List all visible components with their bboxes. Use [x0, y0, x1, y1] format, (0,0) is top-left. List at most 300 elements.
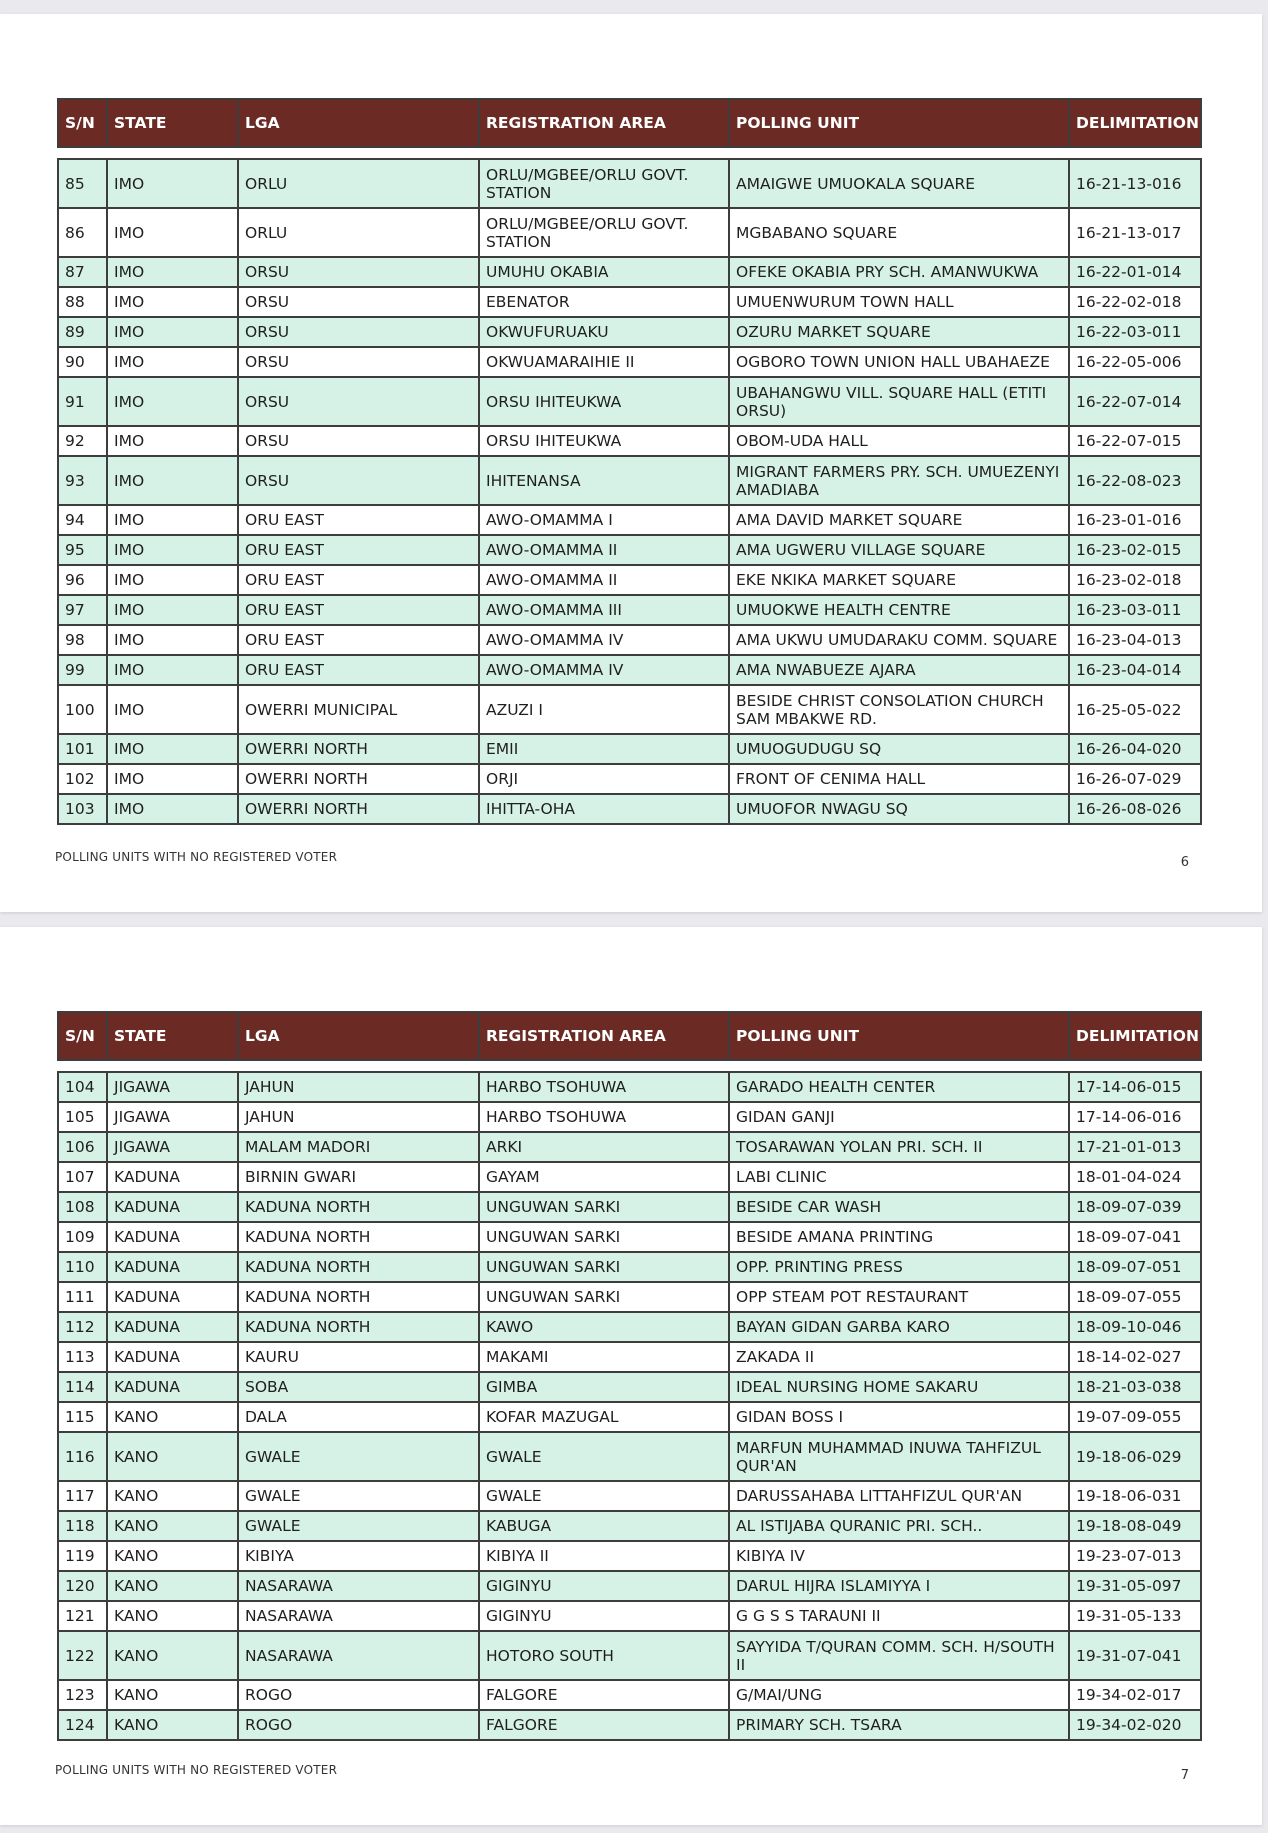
- cell-registration-area: ORLU/MGBEE/ORLU GOVT. STATION: [479, 208, 729, 257]
- cell-lga: JAHUN: [238, 1072, 479, 1102]
- cell-polling-unit: AL ISTIJABA QURANIC PRI. SCH..: [729, 1511, 1069, 1541]
- cell-registration-area: AWO-OMAMMA III: [479, 595, 729, 625]
- table-row: [58, 1432, 1201, 1481]
- table-row: [58, 1481, 1201, 1511]
- cell-polling-unit: UMUOFOR NWAGU SQ: [729, 794, 1069, 824]
- cell-delimitation: 19-31-07-041: [1069, 1631, 1201, 1680]
- cell-state: KADUNA: [107, 1342, 238, 1372]
- cell-delimitation: 16-23-04-014: [1069, 655, 1201, 685]
- cell-lga: ORLU: [238, 159, 479, 208]
- cell-sn: 90: [58, 347, 107, 377]
- cell-lga: ORU EAST: [238, 625, 479, 655]
- cell-polling-unit: AMAIGWE UMUOKALA SQUARE: [729, 159, 1069, 208]
- cell-state: KADUNA: [107, 1162, 238, 1192]
- cell-lga: GWALE: [238, 1511, 479, 1541]
- cell-polling-unit: GIDAN BOSS I: [729, 1402, 1069, 1432]
- cell-registration-area: MAKAMI: [479, 1342, 729, 1372]
- cell-lga: OWERRI NORTH: [238, 794, 479, 824]
- table-header-row: [58, 1012, 1201, 1060]
- table-row: [58, 1192, 1201, 1222]
- cell-state: KANO: [107, 1571, 238, 1601]
- cell-state: IMO: [107, 208, 238, 257]
- cell-delimitation: 19-18-08-049: [1069, 1511, 1201, 1541]
- polling-units-table: [57, 1011, 1202, 1741]
- cell-delimitation: 17-14-06-015: [1069, 1072, 1201, 1102]
- cell-state: IMO: [107, 595, 238, 625]
- cell-sn: 121: [58, 1601, 107, 1631]
- cell-polling-unit: GARADO HEALTH CENTER: [729, 1072, 1069, 1102]
- cell-polling-unit: OZURU MARKET SQUARE: [729, 317, 1069, 347]
- cell-state: KADUNA: [107, 1252, 238, 1282]
- cell-polling-unit: OGBORO TOWN UNION HALL UBAHAEZE: [729, 347, 1069, 377]
- cell-state: JIGAWA: [107, 1132, 238, 1162]
- cell-sn: 94: [58, 505, 107, 535]
- cell-sn: 109: [58, 1222, 107, 1252]
- cell-polling-unit: PRIMARY SCH. TSARA: [729, 1710, 1069, 1740]
- cell-lga: SOBA: [238, 1372, 479, 1402]
- cell-registration-area: FALGORE: [479, 1680, 729, 1710]
- cell-delimitation: 19-23-07-013: [1069, 1541, 1201, 1571]
- cell-state: JIGAWA: [107, 1102, 238, 1132]
- cell-state: KADUNA: [107, 1282, 238, 1312]
- cell-lga: ORU EAST: [238, 565, 479, 595]
- cell-delimitation: 16-22-02-018: [1069, 287, 1201, 317]
- cell-registration-area: AWO-OMAMMA IV: [479, 655, 729, 685]
- polling-units-table: [57, 98, 1202, 825]
- cell-state: IMO: [107, 456, 238, 505]
- cell-delimitation: 19-07-09-055: [1069, 1402, 1201, 1432]
- cell-state: KADUNA: [107, 1372, 238, 1402]
- table-row: [58, 1601, 1201, 1631]
- cell-sn: 85: [58, 159, 107, 208]
- cell-registration-area: KIBIYA II: [479, 1541, 729, 1571]
- table-row: [58, 208, 1201, 257]
- table-row: [58, 1222, 1201, 1252]
- table-body: [58, 147, 1201, 824]
- cell-delimitation: 16-23-02-018: [1069, 565, 1201, 595]
- cell-polling-unit: UMUOGUDUGU SQ: [729, 734, 1069, 764]
- cell-lga: OWERRI MUNICIPAL: [238, 685, 479, 734]
- header-sn: S/N: [58, 99, 107, 147]
- header-lga: LGA: [238, 1012, 479, 1060]
- cell-registration-area: GIMBA: [479, 1372, 729, 1402]
- cell-state: IMO: [107, 159, 238, 208]
- cell-polling-unit: OBOM-UDA HALL: [729, 426, 1069, 456]
- cell-state: IMO: [107, 317, 238, 347]
- table-row: [58, 317, 1201, 347]
- cell-state: IMO: [107, 764, 238, 794]
- cell-polling-unit: MARFUN MUHAMMAD INUWA TAHFIZUL QUR'AN: [729, 1432, 1069, 1481]
- cell-sn: 113: [58, 1342, 107, 1372]
- cell-lga: ORSU: [238, 426, 479, 456]
- cell-lga: NASARAWA: [238, 1571, 479, 1601]
- table-row: [58, 1132, 1201, 1162]
- cell-lga: KIBIYA: [238, 1541, 479, 1571]
- table-row: [58, 1162, 1201, 1192]
- cell-state: KADUNA: [107, 1312, 238, 1342]
- cell-delimitation: 16-22-01-014: [1069, 257, 1201, 287]
- cell-state: KADUNA: [107, 1192, 238, 1222]
- cell-state: IMO: [107, 347, 238, 377]
- page-footer-title: POLLING UNITS WITH NO REGISTERED VOTER: [55, 1763, 338, 1777]
- cell-sn: 87: [58, 257, 107, 287]
- cell-sn: 98: [58, 625, 107, 655]
- table-row: [58, 1710, 1201, 1740]
- cell-polling-unit: AMA DAVID MARKET SQUARE: [729, 505, 1069, 535]
- cell-registration-area: FALGORE: [479, 1710, 729, 1740]
- cell-delimitation: 19-31-05-097: [1069, 1571, 1201, 1601]
- cell-registration-area: UNGUWAN SARKI: [479, 1252, 729, 1282]
- cell-sn: 116: [58, 1432, 107, 1481]
- cell-sn: 95: [58, 535, 107, 565]
- cell-polling-unit: ZAKADA II: [729, 1342, 1069, 1372]
- cell-lga: ORSU: [238, 456, 479, 505]
- cell-sn: 112: [58, 1312, 107, 1342]
- cell-sn: 99: [58, 655, 107, 685]
- cell-state: KANO: [107, 1402, 238, 1432]
- table-row: [58, 1631, 1201, 1680]
- cell-sn: 122: [58, 1631, 107, 1680]
- cell-delimitation: 17-21-01-013: [1069, 1132, 1201, 1162]
- cell-sn: 88: [58, 287, 107, 317]
- table-row: [58, 1511, 1201, 1541]
- cell-state: IMO: [107, 287, 238, 317]
- cell-registration-area: AZUZI I: [479, 685, 729, 734]
- table-row: [58, 1571, 1201, 1601]
- cell-delimitation: 18-01-04-024: [1069, 1162, 1201, 1192]
- cell-polling-unit: MGBABANO SQUARE: [729, 208, 1069, 257]
- cell-state: IMO: [107, 734, 238, 764]
- cell-registration-area: HARBO TSOHUWA: [479, 1102, 729, 1132]
- cell-delimitation: 19-34-02-017: [1069, 1680, 1201, 1710]
- cell-sn: 96: [58, 565, 107, 595]
- cell-registration-area: IHITTA-OHA: [479, 794, 729, 824]
- cell-state: KADUNA: [107, 1222, 238, 1252]
- cell-polling-unit: DARUSSAHABA LITTAHFIZUL QUR'AN: [729, 1481, 1069, 1511]
- cell-registration-area: HOTORO SOUTH: [479, 1631, 729, 1680]
- cell-registration-area: OKWUAMARAIHIE II: [479, 347, 729, 377]
- cell-registration-area: KAWO: [479, 1312, 729, 1342]
- cell-state: KANO: [107, 1601, 238, 1631]
- cell-registration-area: ORSU IHITEUKWA: [479, 377, 729, 426]
- cell-registration-area: GIGINYU: [479, 1571, 729, 1601]
- cell-registration-area: IHITENANSA: [479, 456, 729, 505]
- cell-delimitation: 17-14-06-016: [1069, 1102, 1201, 1132]
- cell-polling-unit: TOSARAWAN YOLAN PRI. SCH. II: [729, 1132, 1069, 1162]
- cell-registration-area: UNGUWAN SARKI: [479, 1222, 729, 1252]
- cell-sn: 104: [58, 1072, 107, 1102]
- cell-sn: 111: [58, 1282, 107, 1312]
- cell-lga: NASARAWA: [238, 1631, 479, 1680]
- cell-polling-unit: GIDAN GANJI: [729, 1102, 1069, 1132]
- cell-lga: KADUNA NORTH: [238, 1312, 479, 1342]
- cell-sn: 105: [58, 1102, 107, 1132]
- cell-state: IMO: [107, 505, 238, 535]
- document-page-6: [0, 14, 1262, 912]
- cell-sn: 110: [58, 1252, 107, 1282]
- table-row: [58, 347, 1201, 377]
- cell-polling-unit: UMUENWURUM TOWN HALL: [729, 287, 1069, 317]
- table-row: [58, 1680, 1201, 1710]
- table-row: [58, 1072, 1201, 1102]
- cell-polling-unit: UMUOKWE HEALTH CENTRE: [729, 595, 1069, 625]
- cell-polling-unit: AMA NWABUEZE AJARA: [729, 655, 1069, 685]
- cell-delimitation: 19-18-06-029: [1069, 1432, 1201, 1481]
- table-row: [58, 535, 1201, 565]
- cell-lga: MALAM MADORI: [238, 1132, 479, 1162]
- page-number: 7: [1180, 1768, 1189, 1783]
- table-row: [58, 734, 1201, 764]
- cell-registration-area: ORJI: [479, 764, 729, 794]
- cell-polling-unit: AMA UKWU UMUDARAKU COMM. SQUARE: [729, 625, 1069, 655]
- header-state: STATE: [107, 1012, 238, 1060]
- cell-delimitation: 16-23-03-011: [1069, 595, 1201, 625]
- table-row: [58, 159, 1201, 208]
- page-number: 6: [1180, 855, 1189, 870]
- table-row: [58, 1402, 1201, 1432]
- cell-state: IMO: [107, 257, 238, 287]
- cell-polling-unit: UBAHANGWU VILL. SQUARE HALL (ETITI ORSU): [729, 377, 1069, 426]
- cell-lga: KADUNA NORTH: [238, 1282, 479, 1312]
- cell-sn: 114: [58, 1372, 107, 1402]
- cell-lga: ORU EAST: [238, 655, 479, 685]
- cell-lga: ORSU: [238, 257, 479, 287]
- cell-delimitation: 16-26-04-020: [1069, 734, 1201, 764]
- cell-polling-unit: G/MAI/UNG: [729, 1680, 1069, 1710]
- table-row: [58, 287, 1201, 317]
- cell-lga: ORSU: [238, 317, 479, 347]
- table-row: [58, 1372, 1201, 1402]
- cell-registration-area: OKWUFURUAKU: [479, 317, 729, 347]
- cell-delimitation: 18-09-07-055: [1069, 1282, 1201, 1312]
- cell-state: IMO: [107, 655, 238, 685]
- cell-state: IMO: [107, 565, 238, 595]
- cell-sn: 97: [58, 595, 107, 625]
- cell-delimitation: 16-21-13-017: [1069, 208, 1201, 257]
- cell-sn: 118: [58, 1511, 107, 1541]
- cell-registration-area: AWO-OMAMMA I: [479, 505, 729, 535]
- cell-sn: 117: [58, 1481, 107, 1511]
- cell-registration-area: EMII: [479, 734, 729, 764]
- table-row: [58, 456, 1201, 505]
- table-spacer: [58, 1060, 1201, 1072]
- cell-polling-unit: AMA UGWERU VILLAGE SQUARE: [729, 535, 1069, 565]
- cell-polling-unit: EKE NKIKA MARKET SQUARE: [729, 565, 1069, 595]
- cell-polling-unit: G G S S TARAUNI II: [729, 1601, 1069, 1631]
- cell-lga: DALA: [238, 1402, 479, 1432]
- table-row: [58, 1342, 1201, 1372]
- cell-registration-area: GIGINYU: [479, 1601, 729, 1631]
- cell-delimitation: 16-22-05-006: [1069, 347, 1201, 377]
- cell-delimitation: 18-09-07-041: [1069, 1222, 1201, 1252]
- cell-delimitation: 16-23-04-013: [1069, 625, 1201, 655]
- cell-state: IMO: [107, 625, 238, 655]
- table-row: [58, 505, 1201, 535]
- cell-state: IMO: [107, 685, 238, 734]
- cell-lga: ORLU: [238, 208, 479, 257]
- cell-lga: ORU EAST: [238, 535, 479, 565]
- cell-state: IMO: [107, 535, 238, 565]
- cell-lga: KAURU: [238, 1342, 479, 1372]
- cell-delimitation: 16-23-01-016: [1069, 505, 1201, 535]
- cell-delimitation: 19-31-05-133: [1069, 1601, 1201, 1631]
- cell-sn: 106: [58, 1132, 107, 1162]
- cell-lga: GWALE: [238, 1432, 479, 1481]
- document-page-7: [0, 927, 1262, 1825]
- cell-delimitation: 18-09-10-046: [1069, 1312, 1201, 1342]
- cell-sn: 103: [58, 794, 107, 824]
- cell-lga: OWERRI NORTH: [238, 764, 479, 794]
- table-row: [58, 426, 1201, 456]
- cell-registration-area: AWO-OMAMMA II: [479, 565, 729, 595]
- cell-sn: 108: [58, 1192, 107, 1222]
- cell-sn: 91: [58, 377, 107, 426]
- cell-sn: 115: [58, 1402, 107, 1432]
- cell-lga: BIRNIN GWARI: [238, 1162, 479, 1192]
- table-row: [58, 595, 1201, 625]
- table-row: [58, 1541, 1201, 1571]
- table-spacer: [58, 147, 1201, 159]
- header-delimitation: DELIMITATION: [1069, 1012, 1201, 1060]
- cell-polling-unit: OPP STEAM POT RESTAURANT: [729, 1282, 1069, 1312]
- cell-sn: 92: [58, 426, 107, 456]
- header-polling-unit: POLLING UNIT: [729, 99, 1069, 147]
- cell-delimitation: 19-18-06-031: [1069, 1481, 1201, 1511]
- cell-polling-unit: MIGRANT FARMERS PRY. SCH. UMUEZENYI AMADIABA: [729, 456, 1069, 505]
- cell-lga: ORSU: [238, 377, 479, 426]
- table-body: [58, 1060, 1201, 1740]
- cell-delimitation: 16-23-02-015: [1069, 535, 1201, 565]
- cell-registration-area: AWO-OMAMMA IV: [479, 625, 729, 655]
- cell-state: KANO: [107, 1631, 238, 1680]
- cell-delimitation: 16-25-05-022: [1069, 685, 1201, 734]
- cell-lga: JAHUN: [238, 1102, 479, 1132]
- cell-registration-area: KABUGA: [479, 1511, 729, 1541]
- table-header-row: [58, 99, 1201, 147]
- header-lga: LGA: [238, 99, 479, 147]
- table-row: [58, 1282, 1201, 1312]
- cell-delimitation: 16-21-13-016: [1069, 159, 1201, 208]
- cell-registration-area: AWO-OMAMMA II: [479, 535, 729, 565]
- table-row: [58, 1102, 1201, 1132]
- cell-polling-unit: BESIDE CAR WASH: [729, 1192, 1069, 1222]
- cell-lga: ROGO: [238, 1680, 479, 1710]
- cell-delimitation: 18-14-02-027: [1069, 1342, 1201, 1372]
- cell-registration-area: UMUHU OKABIA: [479, 257, 729, 287]
- cell-polling-unit: LABI CLINIC: [729, 1162, 1069, 1192]
- cell-state: KANO: [107, 1541, 238, 1571]
- cell-lga: ORSU: [238, 287, 479, 317]
- header-registration-area: REGISTRATION AREA: [479, 1012, 729, 1060]
- cell-delimitation: 16-22-03-011: [1069, 317, 1201, 347]
- header-polling-unit: POLLING UNIT: [729, 1012, 1069, 1060]
- cell-sn: 89: [58, 317, 107, 347]
- cell-state: IMO: [107, 377, 238, 426]
- cell-polling-unit: FRONT OF CENIMA HALL: [729, 764, 1069, 794]
- cell-registration-area: KOFAR MAZUGAL: [479, 1402, 729, 1432]
- cell-registration-area: EBENATOR: [479, 287, 729, 317]
- cell-polling-unit: BESIDE CHRIST CONSOLATION CHURCH SAM MBAKWE RD.: [729, 685, 1069, 734]
- cell-sn: 119: [58, 1541, 107, 1571]
- cell-state: KANO: [107, 1432, 238, 1481]
- cell-registration-area: UNGUWAN SARKI: [479, 1282, 729, 1312]
- cell-registration-area: GWALE: [479, 1481, 729, 1511]
- header-registration-area: REGISTRATION AREA: [479, 99, 729, 147]
- cell-polling-unit: SAYYIDA T/QURAN COMM. SCH. H/SOUTH II: [729, 1631, 1069, 1680]
- page-footer-title: POLLING UNITS WITH NO REGISTERED VOTER: [55, 850, 338, 864]
- header-state: STATE: [107, 99, 238, 147]
- cell-registration-area: ORLU/MGBEE/ORLU GOVT. STATION: [479, 159, 729, 208]
- cell-sn: 93: [58, 456, 107, 505]
- cell-state: KANO: [107, 1680, 238, 1710]
- cell-registration-area: ARKI: [479, 1132, 729, 1162]
- cell-delimitation: 16-22-07-015: [1069, 426, 1201, 456]
- cell-state: IMO: [107, 794, 238, 824]
- cell-delimitation: 16-22-08-023: [1069, 456, 1201, 505]
- table-row: [58, 257, 1201, 287]
- table-row: [58, 625, 1201, 655]
- cell-sn: 123: [58, 1680, 107, 1710]
- table-row: [58, 377, 1201, 426]
- cell-polling-unit: BESIDE AMANA PRINTING: [729, 1222, 1069, 1252]
- table-row: [58, 565, 1201, 595]
- cell-sn: 102: [58, 764, 107, 794]
- header-sn: S/N: [58, 1012, 107, 1060]
- cell-state: JIGAWA: [107, 1072, 238, 1102]
- cell-lga: ORU EAST: [238, 595, 479, 625]
- cell-state: KANO: [107, 1710, 238, 1740]
- table-row: [58, 655, 1201, 685]
- table-row: [58, 794, 1201, 824]
- cell-sn: 107: [58, 1162, 107, 1192]
- cell-delimitation: 16-26-08-026: [1069, 794, 1201, 824]
- cell-sn: 120: [58, 1571, 107, 1601]
- cell-sn: 124: [58, 1710, 107, 1740]
- cell-registration-area: ORSU IHITEUKWA: [479, 426, 729, 456]
- cell-delimitation: 18-09-07-051: [1069, 1252, 1201, 1282]
- cell-polling-unit: OPP. PRINTING PRESS: [729, 1252, 1069, 1282]
- cell-lga: GWALE: [238, 1481, 479, 1511]
- cell-registration-area: UNGUWAN SARKI: [479, 1192, 729, 1222]
- cell-lga: KADUNA NORTH: [238, 1252, 479, 1282]
- cell-lga: ORU EAST: [238, 505, 479, 535]
- cell-sn: 100: [58, 685, 107, 734]
- table-row: [58, 764, 1201, 794]
- cell-lga: ORSU: [238, 347, 479, 377]
- cell-delimitation: 18-09-07-039: [1069, 1192, 1201, 1222]
- cell-polling-unit: IDEAL NURSING HOME SAKARU: [729, 1372, 1069, 1402]
- cell-registration-area: HARBO TSOHUWA: [479, 1072, 729, 1102]
- cell-lga: KADUNA NORTH: [238, 1192, 479, 1222]
- cell-delimitation: 16-22-07-014: [1069, 377, 1201, 426]
- cell-state: KANO: [107, 1511, 238, 1541]
- cell-registration-area: GWALE: [479, 1432, 729, 1481]
- cell-state: IMO: [107, 426, 238, 456]
- cell-lga: NASARAWA: [238, 1601, 479, 1631]
- cell-polling-unit: BAYAN GIDAN GARBA KARO: [729, 1312, 1069, 1342]
- cell-lga: KADUNA NORTH: [238, 1222, 479, 1252]
- cell-sn: 101: [58, 734, 107, 764]
- cell-delimitation: 19-34-02-020: [1069, 1710, 1201, 1740]
- cell-registration-area: GAYAM: [479, 1162, 729, 1192]
- cell-lga: ROGO: [238, 1710, 479, 1740]
- cell-lga: OWERRI NORTH: [238, 734, 479, 764]
- table-row: [58, 1312, 1201, 1342]
- table-row: [58, 1252, 1201, 1282]
- table-spacer-cell: [58, 1060, 1201, 1072]
- header-delimitation: DELIMITATION: [1069, 99, 1201, 147]
- cell-polling-unit: DARUL HIJRA ISLAMIYYA I: [729, 1571, 1069, 1601]
